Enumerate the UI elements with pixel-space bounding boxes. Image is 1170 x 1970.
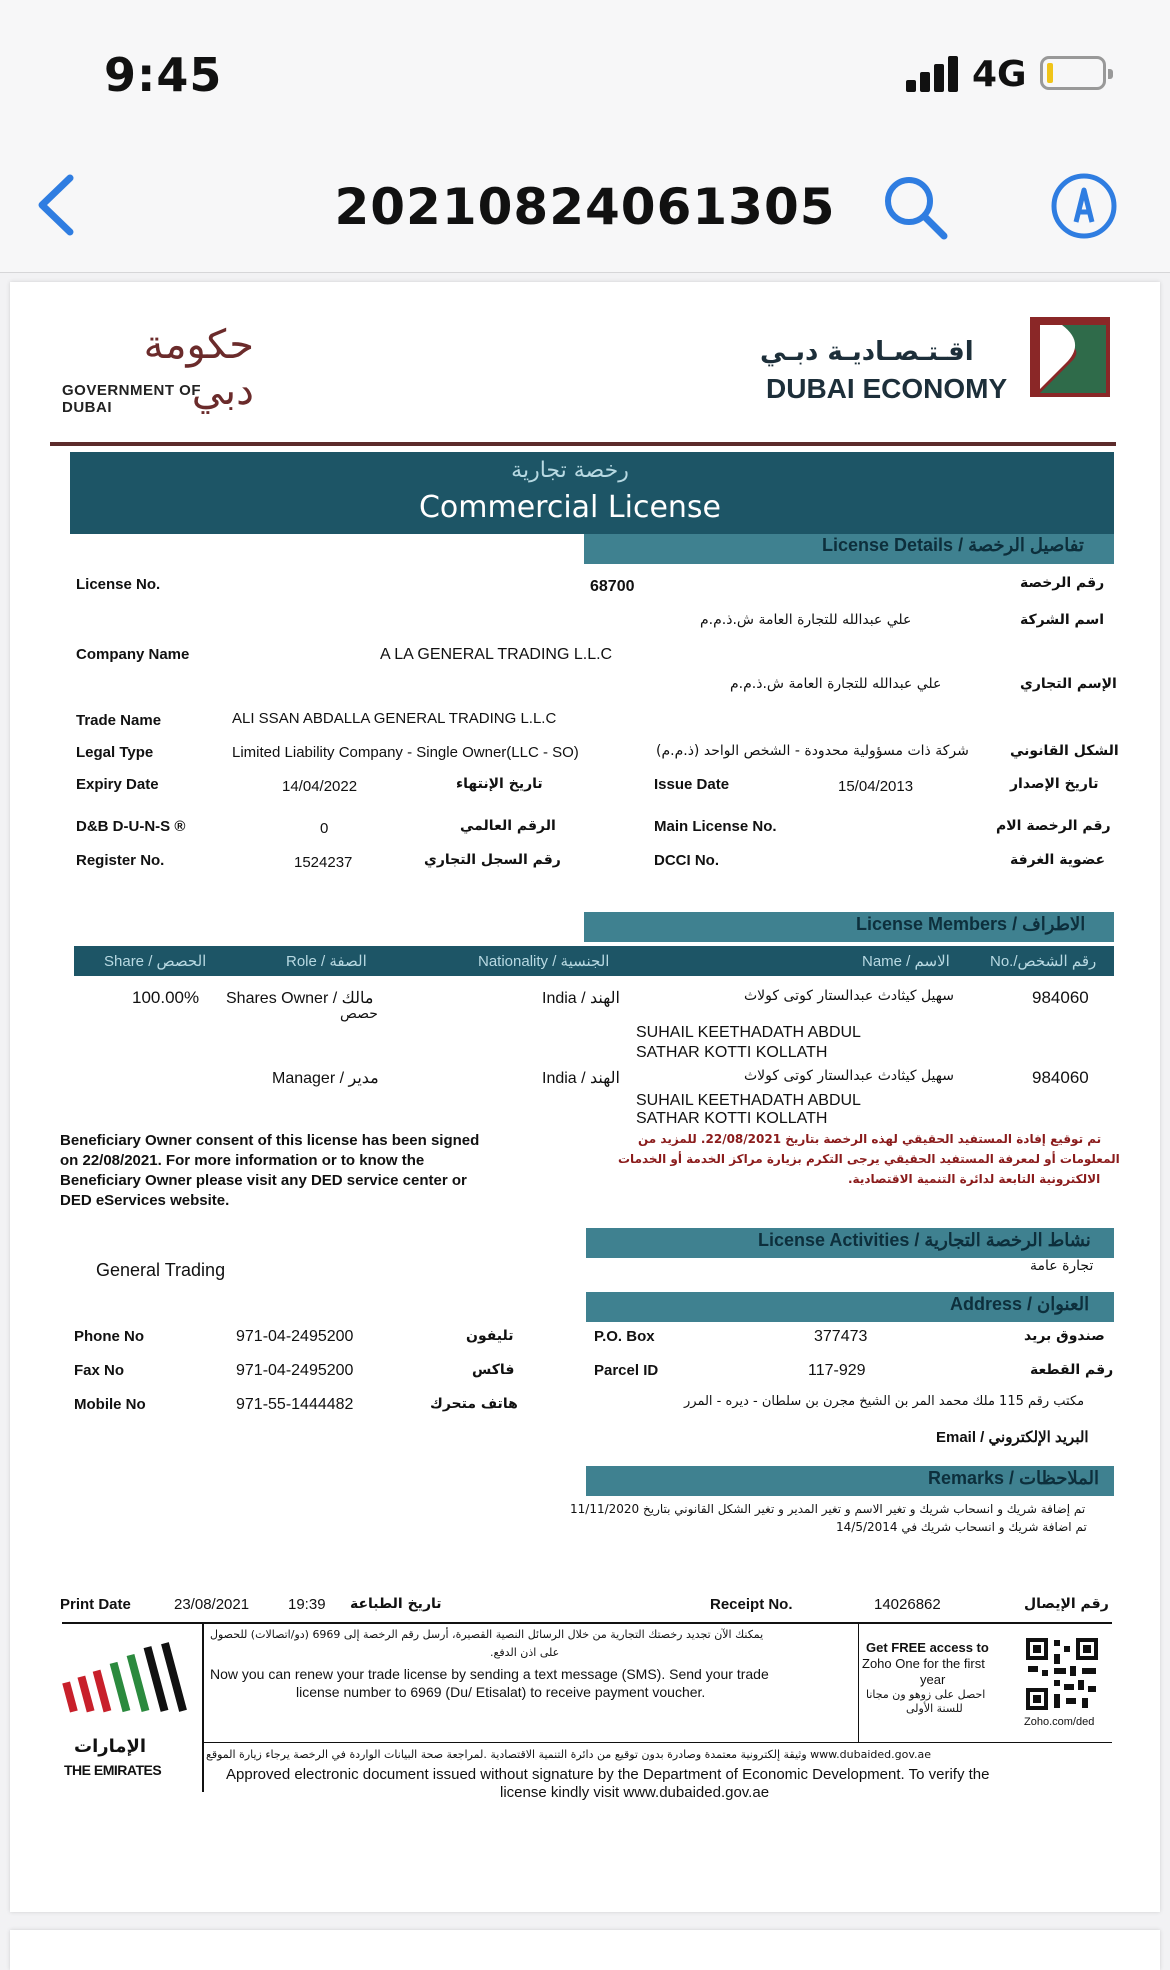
member-name-en-line1: SUHAIL KEETHADATH ABDUL — [636, 1092, 861, 1109]
trade-name-ar-value: علي عبدالله للتجارة العامة ش.ذ.م.م — [730, 676, 942, 692]
sms-en-line2: license number to 6969 (Du/ Etisalat) to receive payment voucher. — [296, 1684, 706, 1700]
license-activities-heading: License Activities / نشاط الرخصة التجارية — [758, 1230, 1091, 1250]
po-box-ar: صندوق بريد — [1024, 1328, 1105, 1344]
company-name-ar-label: اسم الشركة — [1020, 612, 1105, 628]
phone-value: 971-04-2495200 — [236, 1328, 354, 1345]
member-nationality: India / الهند — [542, 1070, 620, 1087]
beneficiary-en-line3: Beneficiary Owner please visit any DED service center or — [60, 1172, 467, 1189]
signal-icon — [906, 56, 960, 92]
qr-code-icon[interactable] — [1024, 1636, 1100, 1712]
expiry-date-ar: تاريخ الإنتهاء — [456, 776, 543, 792]
col-role: Role / الصفة — [286, 953, 367, 970]
expiry-date-value: 14/04/2022 — [282, 778, 358, 795]
verify-ar — [206, 1748, 931, 1761]
beneficiary-en-line2: on 22/08/2021. For more information or to know the — [60, 1152, 425, 1169]
company-name-ar-value: علي عبدالله للتجارة العامة ش.ذ.م.م — [700, 612, 912, 628]
de-arabic-text: اقـتـصـاديـة دبـي — [760, 337, 974, 367]
status-bar — [0, 0, 1170, 140]
dubai-economy-emblem — [1030, 317, 1110, 397]
beneficiary-en-line1: Beneficiary Owner consent of this license has been signed — [60, 1132, 480, 1149]
footer-box-divider — [202, 1622, 204, 1792]
member-name-ar: سهيل كيثادث عبدالستار كوتى كولاث — [744, 988, 954, 1004]
government-of-dubai-logo — [54, 322, 254, 416]
col-name: Name / الاسم — [862, 953, 950, 970]
trade-name-label: Trade Name — [76, 712, 162, 729]
phone-ar: تليفون — [466, 1328, 514, 1344]
member-role: Manager / مدير — [272, 1070, 379, 1087]
activity-en: General Trading — [96, 1260, 226, 1280]
issue-date-label: Issue Date — [654, 776, 730, 793]
main-license-ar: رقم الرخصة الام — [996, 818, 1111, 834]
address-heading: Address / العنوان — [950, 1294, 1090, 1314]
trade-name-ar-label: الإسم التجاري — [1020, 676, 1117, 692]
status-time: 9:45 — [104, 48, 223, 102]
member-share: 100.00% — [132, 988, 200, 1007]
legal-type-ar-label: الشكل القانوني — [1010, 743, 1119, 759]
battery-icon — [1040, 56, 1106, 90]
legal-type-value: Limited Liability Company - Single Owner(LLC - SO) — [232, 744, 579, 761]
navigation-bar — [0, 140, 1170, 273]
beneficiary-ar-line3: الالكترونية التابعة لدائرة التنمية الاقتصادية. — [848, 1172, 1101, 1186]
col-nationality: Nationality / الجنسية — [478, 953, 610, 970]
document-title: 20210824061305 — [334, 178, 836, 236]
fax-label: Fax No — [74, 1362, 125, 1379]
license-no-label: License No. — [76, 576, 161, 593]
zoho-line3: year — [920, 1672, 946, 1687]
po-box-label: P.O. Box — [594, 1328, 655, 1345]
de-english-text: DUBAI ECONOMY — [766, 373, 1008, 404]
member-name-en-line1: SUHAIL KEETHADATH ABDUL — [636, 1024, 861, 1041]
member-name-en-line2: SATHAR KOTTI KOLLATH — [636, 1044, 828, 1061]
sms-en-line1: Now you can renew your trade license by sending a text message (SMS). Send your trade — [210, 1666, 769, 1682]
col-share: Share / الحصص — [104, 953, 207, 970]
emirates-ar: الإمارات — [74, 1736, 147, 1757]
remarks-line1: تم إضافة شريك و انسحاب شريك و تغير الاسم و تغير المدير و تغير الشكل القانوني بتاريخ 11/11/2020 — [570, 1502, 1086, 1516]
expiry-date-label: Expiry Date — [76, 776, 159, 793]
sms-ar-line1: يمكنك الآن تجديد رخصتك التجارية من خلال الرسائل النصية القصيرة، أرسل رقم الرخصة إلى 6969 (دو/اتصالات) للحصول — [210, 1628, 764, 1641]
register-no-ar: رقم السجل التجاري — [424, 852, 561, 868]
member-nationality: India / الهند — [542, 990, 620, 1007]
print-date-value: 23/08/2021 — [174, 1596, 250, 1613]
mobile-label: Mobile No — [74, 1396, 146, 1413]
zoho-ar-line1: احصل على زوهو ون مجانا — [866, 1688, 986, 1701]
member-no: 984060 — [1032, 988, 1089, 1007]
member-role-continued: حصص — [340, 1006, 378, 1022]
dubai-economy-logo — [760, 337, 1120, 417]
print-date-ar: تاريخ الطباعة — [350, 1596, 442, 1612]
receipt-ar: رقم الإيصال — [1024, 1596, 1109, 1612]
banner-arabic: رخصة تجارية — [511, 458, 629, 483]
receipt-value: 14026862 — [874, 1596, 941, 1613]
member-no: 984060 — [1032, 1068, 1089, 1087]
footer-box-divider-2 — [204, 1742, 1112, 1743]
po-box-value: 377473 — [814, 1328, 868, 1345]
fax-value: 971-04-2495200 — [236, 1362, 354, 1379]
verify-ar-text: وثيقة إلكترونية معتمدة وصادرة بدون توقيع من دائرة التنمية الاقتصادية .لمراجعة صحة البيانات الواردة في الرخصة يرجاء زيارة الموقع www.dubaided.gov.ae — [206, 1748, 931, 1761]
duns-label: D&B D-U-N-S ® — [76, 818, 186, 835]
activity-ar: تجارة عامة — [1030, 1258, 1094, 1274]
gov-english-text: GOVERNMENT OF DUBAI — [62, 382, 202, 416]
issue-date-ar: تاريخ الإصدار — [1010, 776, 1099, 792]
main-license-label: Main License No. — [654, 818, 777, 835]
print-date-label: Print Date — [60, 1596, 131, 1613]
verify-en-line2: license kindly visit www.dubaided.gov.ae — [500, 1784, 770, 1801]
phone-label: Phone No — [74, 1328, 144, 1345]
duns-value: 0 — [320, 820, 329, 837]
license-document[interactable] — [10, 282, 1160, 1912]
print-time-value: 19:39 — [288, 1596, 326, 1613]
remarks-line2: تم اضافة شريك و انسحاب شريك في 14/5/2014 — [836, 1520, 1087, 1534]
email-label: Email / البريد الإلكتروني — [936, 1429, 1089, 1446]
address-line: مكتب رقم 115 ملك محمد المر بن الشيخ مجرن بن سلطان - ديره - المرر — [684, 1394, 1085, 1409]
company-name-value: A LA GENERAL TRADING L.L.C — [380, 646, 613, 663]
markup-pen-icon[interactable] — [1050, 172, 1118, 240]
commercial-license-banner — [70, 452, 1114, 534]
dcci-no-ar: عضوية الغرفة — [1010, 852, 1106, 868]
company-name-label: Company Name — [76, 646, 190, 663]
register-no-value: 1524237 — [294, 854, 353, 871]
beneficiary-en-line4: DED eServices website. — [60, 1192, 230, 1209]
license-no-ar: رقم الرخصة — [1020, 575, 1105, 591]
license-no-value: 68700 — [590, 578, 635, 595]
parcel-id-value: 117-929 — [808, 1362, 866, 1379]
next-document-page[interactable] — [10, 1930, 1160, 1970]
zoho-line2: Zoho One for the first — [862, 1656, 985, 1671]
verify-en-line1: Approved electronic document issued without signature by the Department of Economic Development. To verify the — [226, 1766, 990, 1783]
member-name-en-line2: SATHAR KOTTI KOLLATH — [636, 1110, 828, 1127]
parcel-id-ar: رقم القطعة — [1030, 1362, 1114, 1378]
banner-english: Commercial License — [418, 490, 722, 525]
legal-type-label: Legal Type — [76, 744, 154, 761]
parcel-id-label: Parcel ID — [594, 1362, 659, 1379]
dcci-no-label: DCCI No. — [654, 852, 719, 869]
gov-arabic-calligraphy: حكومة دبي — [143, 322, 254, 414]
beneficiary-ar-line1: تم توقيع إفادة المستفيد الحقيقي لهذه الرخصة بتاريخ 22/08/2021. للمزيد من — [638, 1132, 1102, 1146]
sms-ar-line2: على اذن الدفع. — [490, 1646, 560, 1659]
beneficiary-ar-line2: المعلومات أو لمعرفة المستفيد الحقيقي يرجى التكرم بزيارة مراكز الخدمة أو الخدمات — [618, 1152, 1120, 1166]
trade-name-value: ALI SSAN ABDALLA GENERAL TRADING L.L.C — [232, 710, 557, 727]
emirates-en: THE EMIRATES — [64, 1762, 162, 1778]
footer-box-divider-3 — [858, 1622, 859, 1742]
license-members-heading: License Members / الاطراف — [856, 914, 1086, 934]
issue-date-value: 15/04/2013 — [838, 778, 914, 795]
receipt-label: Receipt No. — [710, 1596, 793, 1613]
duns-ar: الرقم العالمي — [460, 818, 556, 834]
remarks-heading: Remarks / الملاحظات — [928, 1468, 1100, 1488]
member-role: Shares Owner / مالك — [226, 990, 374, 1007]
col-no: No./رقم الشخص — [990, 953, 1097, 970]
header-divider — [50, 442, 1116, 446]
mobile-ar: هاتف متحرك — [430, 1396, 518, 1412]
license-details-heading: License Details / تفاصيل الرخصة — [822, 535, 1084, 555]
network-type: 4G — [972, 54, 1027, 95]
the-emirates-brand-icon — [60, 1642, 190, 1722]
footer-box — [62, 1622, 1112, 1624]
member-name-ar: سهيل كيثادث عبدالستار كوتى كولاث — [744, 1068, 954, 1084]
zoho-ar-line2: للسنة الأولى — [906, 1702, 963, 1715]
zoho-url: Zoho.com/ded — [1024, 1716, 1095, 1728]
register-no-label: Register No. — [76, 852, 165, 869]
zoho-line1: Get FREE access to — [866, 1640, 989, 1655]
fax-ar: فاكس — [472, 1362, 515, 1378]
search-icon[interactable] — [880, 172, 950, 242]
legal-type-ar-value: شركة ذات مسؤولية محدودة - الشخص الواحد (ذ.م.م) — [656, 743, 969, 759]
mobile-value: 971-55-1444482 — [236, 1396, 354, 1413]
